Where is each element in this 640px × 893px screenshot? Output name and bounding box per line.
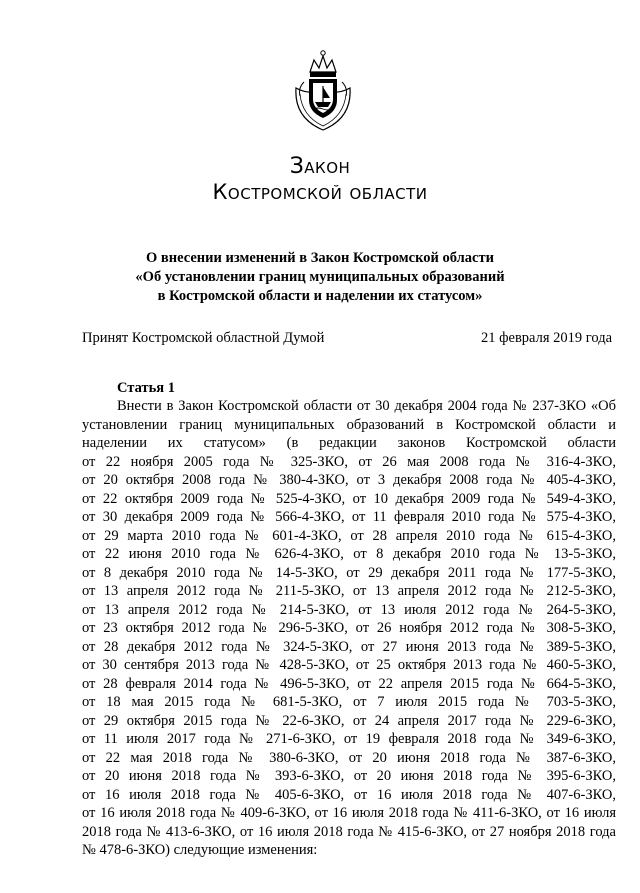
article-line: от 20 июня 2018 года № 393-6-ЗКО, от 20 июня 2018 года № 395-6-ЗКО, — [82, 768, 616, 784]
article-line: от 22 мая 2018 года № 380-6-ЗКО, от 20 июня 2018 года № 387-6-ЗКО, — [82, 749, 616, 766]
article-line: от 13 апреля 2012 года № 211-5-ЗКО, от 13 апреля 2012 года № 212-5-ЗКО, — [82, 583, 616, 599]
article-line: от 20 октября 2008 года № 380-4-ЗКО, от 3 декабря 2008 года № 405-4-ЗКО, — [82, 472, 616, 488]
article-line: от 22 июня 2010 года № 626-4-ЗКО, от 8 декабря 2010 года № 13-5-ЗКО, — [82, 546, 616, 562]
article-line: от 29 марта 2010 года № 601-4-ЗКО, от 28 апреля 2010 года № 615-4-ЗКО, — [82, 527, 616, 544]
coat-of-arms-emblem — [290, 48, 356, 132]
article-line: от 11 июля 2017 года № 271-6-ЗКО, от 19 февраля 2018 года № 349-6-ЗКО, — [82, 731, 616, 747]
article-heading: Статья 1 — [117, 380, 175, 396]
article-line: от 22 ноября 2005 года № 325-ЗКО, от 26 мая 2008 года № 316-4-ЗКО, — [82, 453, 616, 470]
article-line: от 13 апреля 2012 года № 214-5-ЗКО, от 13 июля 2012 года № 264-5-ЗКО, — [82, 601, 616, 618]
law-subject-line: в Костромской области и наделении их статусом» — [157, 288, 483, 304]
article-line: от 28 февраля 2014 года № 496-5-ЗКО, от 22 апреля 2015 года № 664-5-ЗКО, — [82, 675, 616, 692]
article-line: от 30 сентября 2013 года № 428-5-ЗКО, от 25 октября 2013 года № 460-5-ЗКО, — [82, 657, 616, 673]
law-region-title: Костромской области — [212, 180, 428, 204]
article-line: Внести в Закон Костромской области от 30 декабря 2004 года № 237-ЗКО «Об — [117, 398, 616, 414]
article-body — [82, 397, 616, 860]
law-subject-line: «Об установлении границ муниципальных образований — [135, 269, 505, 285]
law-title: Закон — [289, 154, 351, 179]
article-line: наделении их статусом» (в редакции законов Костромской области — [82, 435, 616, 451]
article-line: от 28 декабря 2012 года № 324-5-ЗКО, от 27 июня 2013 года № 389-5-ЗКО, — [82, 638, 616, 655]
article-line: от 8 декабря 2010 года № 14-5-ЗКО, от 29 декабря 2011 года № 177-5-ЗКО, — [82, 564, 616, 581]
article-line: от 29 октября 2015 года № 22-6-ЗКО, от 24 апреля 2017 года № 229-6-ЗКО, — [82, 712, 616, 729]
article-line: от 18 мая 2015 года № 681-5-ЗКО, от 7 июля 2015 года № 703-5-ЗКО, — [82, 694, 616, 710]
law-subject-line: О внесении изменений в Закон Костромской области — [146, 250, 494, 266]
article-line: № 478-6-ЗКО) следующие изменения: — [82, 842, 318, 858]
law-subject — [60, 249, 580, 306]
article-line: от 23 октября 2012 года № 296-5-ЗКО, от 26 ноября 2012 года № 308-5-ЗКО, — [82, 620, 616, 636]
article-line: от 16 июля 2018 года № 405-6-ЗКО, от 16 июля 2018 года № 407-6-ЗКО, — [82, 786, 616, 803]
adoption-date: 21 февраля 2019 года — [481, 330, 613, 346]
article-line: от 30 декабря 2009 года № 566-4-ЗКО, от 11 февраля 2010 года № 575-4-ЗКО, — [82, 509, 616, 525]
article-line: от 16 июля 2018 года № 409-6-ЗКО, от 16 июля 2018 года № 411-6-ЗКО, от 16 июля — [82, 805, 616, 821]
article-line: от 22 октября 2009 года № 525-4-ЗКО, от 10 декабря 2009 года № 549-4-ЗКО, — [82, 490, 616, 507]
article-line: 2018 года № 413-6-ЗКО, от 16 июля 2018 года № 415-6-ЗКО, от 27 ноября 2018 года — [82, 823, 616, 840]
article-line: установлении границ муниципальных образований в Костромской области и — [82, 416, 616, 433]
adopted-by: Принят Костромской областной Думой — [82, 330, 325, 346]
